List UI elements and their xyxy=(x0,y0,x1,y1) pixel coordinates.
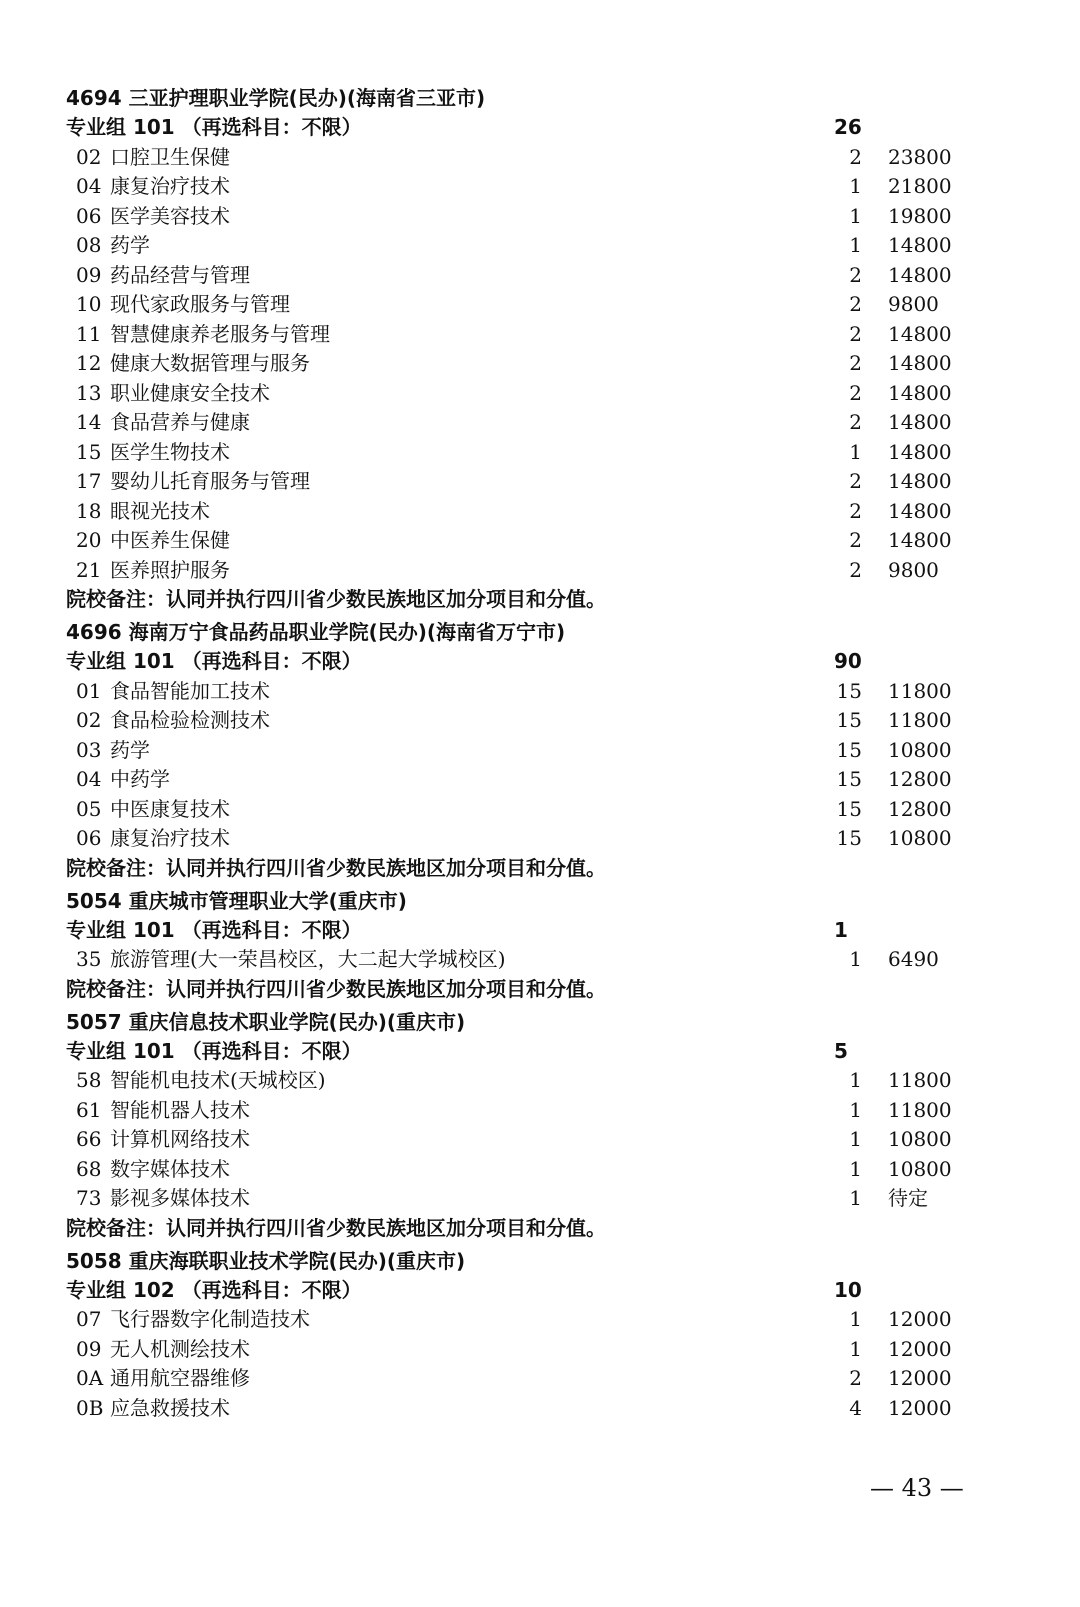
major-plan-count: 1 xyxy=(849,203,862,228)
major-name: 药学 xyxy=(110,737,150,762)
major-group-count: 90 xyxy=(834,649,862,673)
major-tuition: 12000 xyxy=(888,1336,952,1361)
major-code: 08 xyxy=(76,233,102,257)
major-tuition: 23800 xyxy=(888,144,952,169)
major-code: 0A xyxy=(76,1366,104,1390)
school-title: 5058 重庆海联职业技术学院(民办)(重庆市) xyxy=(66,1248,466,1273)
school-note: 院校备注：认同并执行四川省少数民族地区加分项目和分值。 xyxy=(66,976,606,1001)
major-code: 03 xyxy=(76,737,102,762)
major-tuition: 12800 xyxy=(888,796,952,821)
major-row xyxy=(66,261,966,291)
major-row xyxy=(66,1155,966,1185)
major-tuition: 12000 xyxy=(888,1366,952,1390)
major-plan-count: 2 xyxy=(849,410,862,434)
major-tuition: 11800 xyxy=(888,678,952,703)
major-plan-count: 1 xyxy=(849,233,862,257)
major-group-row xyxy=(66,1037,966,1067)
major-name: 食品智能加工技术 xyxy=(110,678,270,703)
major-plan-count: 2 xyxy=(849,469,862,493)
major-code: 04 xyxy=(76,174,102,198)
major-name: 医学美容技术 xyxy=(110,203,230,228)
major-row xyxy=(66,677,966,707)
major-row xyxy=(66,1335,966,1365)
major-group-label: 专业组 101 （再选科目：不限） xyxy=(66,649,362,673)
major-code: 14 xyxy=(76,410,102,434)
major-code: 17 xyxy=(76,469,102,493)
major-tuition: 12000 xyxy=(888,1307,952,1331)
major-plan-count: 1 xyxy=(849,174,862,198)
major-code: 11 xyxy=(76,321,102,346)
major-plan-count: 15 xyxy=(836,737,862,762)
major-group-label: 专业组 102 （再选科目：不限） xyxy=(66,1277,362,1302)
major-tuition: 11800 xyxy=(888,708,952,732)
major-row xyxy=(66,1096,966,1126)
major-tuition: 9800 xyxy=(888,292,939,316)
major-name: 智能机器人技术 xyxy=(110,1097,250,1122)
major-code: 12 xyxy=(76,351,102,375)
major-code: 04 xyxy=(76,767,102,791)
major-plan-count: 15 xyxy=(836,826,862,850)
school-title: 4694 三亚护理职业学院(民办)(海南省三亚市) xyxy=(66,86,486,110)
major-tuition: 10800 xyxy=(888,737,952,762)
major-tuition: 14800 xyxy=(888,528,952,552)
major-tuition: 14800 xyxy=(888,498,952,523)
major-name: 职业健康安全技术 xyxy=(110,380,270,405)
major-code: 58 xyxy=(76,1068,102,1092)
major-tuition: 12000 xyxy=(888,1395,952,1420)
major-plan-count: 15 xyxy=(836,708,862,732)
major-row xyxy=(66,1305,966,1335)
major-plan-count: 4 xyxy=(849,1395,862,1420)
major-code: 15 xyxy=(76,439,102,464)
major-tuition: 10800 xyxy=(888,826,952,850)
major-name: 智能机电技术(天城校区) xyxy=(110,1068,326,1092)
major-code: 61 xyxy=(76,1097,102,1122)
major-tuition: 14800 xyxy=(888,469,952,493)
school-title: 5057 重庆信息技术职业学院(民办)(重庆市) xyxy=(66,1009,466,1034)
major-row xyxy=(66,231,966,261)
major-code: 18 xyxy=(76,498,102,523)
major-row xyxy=(66,945,966,975)
major-name: 医养照护服务 xyxy=(110,557,230,582)
major-name: 通用航空器维修 xyxy=(110,1366,250,1390)
major-name: 婴幼儿托育服务与管理 xyxy=(110,469,310,493)
major-name: 旅游管理(大一荣昌校区，大二起大学城校区) xyxy=(110,947,506,971)
major-tuition: 12800 xyxy=(888,767,952,791)
major-plan-count: 2 xyxy=(849,498,862,523)
major-code: 10 xyxy=(76,292,102,316)
major-tuition: 14800 xyxy=(888,439,952,464)
major-row xyxy=(66,467,966,497)
major-row xyxy=(66,172,966,202)
major-row xyxy=(66,526,966,556)
major-row xyxy=(66,379,966,409)
major-plan-count: 2 xyxy=(849,262,862,287)
major-tuition: 10800 xyxy=(888,1127,952,1151)
major-plan-count: 1 xyxy=(849,947,862,971)
major-code: 68 xyxy=(76,1156,102,1181)
major-group-label: 专业组 101 （再选科目：不限） xyxy=(66,1038,362,1063)
major-tuition: 14800 xyxy=(888,233,952,257)
major-name: 智慧健康养老服务与管理 xyxy=(110,321,330,346)
major-plan-count: 1 xyxy=(849,1186,862,1210)
major-code: 09 xyxy=(76,1336,102,1361)
major-group-count: 5 xyxy=(834,1038,848,1063)
major-row xyxy=(66,202,966,232)
major-row xyxy=(66,1125,966,1155)
major-row xyxy=(66,408,966,438)
major-tuition: 19800 xyxy=(888,203,952,228)
school-note: 院校备注：认同并执行四川省少数民族地区加分项目和分值。 xyxy=(66,855,606,880)
major-row xyxy=(66,706,966,736)
major-tuition: 11800 xyxy=(888,1068,952,1092)
major-plan-count: 2 xyxy=(849,351,862,375)
major-tuition: 21800 xyxy=(888,174,952,198)
school-block xyxy=(66,1008,966,1243)
major-plan-count: 2 xyxy=(849,144,862,169)
major-code: 13 xyxy=(76,380,102,405)
major-name: 飞行器数字化制造技术 xyxy=(110,1307,310,1331)
major-row xyxy=(66,290,966,320)
school-note: 院校备注：认同并执行四川省少数民族地区加分项目和分值。 xyxy=(66,1215,606,1240)
page-number: — 43 — xyxy=(870,1474,964,1502)
school-title: 4696 海南万宁食品药品职业学院(民办)(海南省万宁市) xyxy=(66,620,566,644)
major-name: 数字媒体技术 xyxy=(110,1156,230,1181)
major-plan-count: 2 xyxy=(849,557,862,582)
major-name: 健康大数据管理与服务 xyxy=(110,351,310,375)
major-plan-count: 2 xyxy=(849,1366,862,1390)
major-name: 计算机网络技术 xyxy=(110,1127,250,1151)
enrollment-plan-list xyxy=(66,84,966,1423)
major-name: 中药学 xyxy=(110,767,170,791)
major-name: 中医康复技术 xyxy=(110,796,230,821)
major-row xyxy=(66,1364,966,1394)
major-plan-count: 1 xyxy=(849,1336,862,1361)
major-plan-count: 15 xyxy=(836,796,862,821)
major-plan-count: 1 xyxy=(849,1127,862,1151)
major-group-row xyxy=(66,1276,966,1306)
major-code: 21 xyxy=(76,557,102,582)
major-code: 20 xyxy=(76,528,102,552)
major-row xyxy=(66,349,966,379)
school-block xyxy=(66,887,966,1004)
major-name: 医学生物技术 xyxy=(110,439,230,464)
school-block xyxy=(66,1247,966,1424)
major-row xyxy=(66,143,966,173)
major-group-count: 10 xyxy=(834,1277,862,1302)
major-row xyxy=(66,795,966,825)
major-row xyxy=(66,1066,966,1096)
major-group-row xyxy=(66,113,966,143)
major-name: 影视多媒体技术 xyxy=(110,1186,250,1210)
major-name: 中医养生保健 xyxy=(110,528,230,552)
major-name: 无人机测绘技术 xyxy=(110,1336,250,1361)
school-block xyxy=(66,84,966,614)
major-plan-count: 2 xyxy=(849,321,862,346)
major-plan-count: 1 xyxy=(849,1307,862,1331)
major-name: 现代家政服务与管理 xyxy=(110,292,290,316)
major-plan-count: 2 xyxy=(849,380,862,405)
major-name: 口腔卫生保健 xyxy=(110,144,230,169)
school-block xyxy=(66,618,966,883)
major-tuition: 14800 xyxy=(888,351,952,375)
major-row xyxy=(66,556,966,586)
major-plan-count: 2 xyxy=(849,292,862,316)
major-group-label: 专业组 101 （再选科目：不限） xyxy=(66,917,362,942)
major-row xyxy=(66,765,966,795)
major-tuition: 14800 xyxy=(888,321,952,346)
school-title: 5054 重庆城市管理职业大学(重庆市) xyxy=(66,888,407,913)
major-row xyxy=(66,824,966,854)
major-tuition: 14800 xyxy=(888,262,952,287)
major-name: 食品营养与健康 xyxy=(110,410,250,434)
major-group-count: 1 xyxy=(834,917,848,942)
major-tuition: 14800 xyxy=(888,410,952,434)
major-tuition: 9800 xyxy=(888,557,939,582)
major-group-row xyxy=(66,916,966,946)
school-note: 院校备注：认同并执行四川省少数民族地区加分项目和分值。 xyxy=(66,587,606,611)
major-row xyxy=(66,497,966,527)
major-code: 07 xyxy=(76,1307,102,1331)
major-code: 0B xyxy=(76,1395,104,1420)
major-code: 06 xyxy=(76,203,102,228)
major-code: 06 xyxy=(76,826,102,850)
major-plan-count: 1 xyxy=(849,1097,862,1122)
major-tuition: 11800 xyxy=(888,1097,952,1122)
major-tuition: 10800 xyxy=(888,1156,952,1181)
major-name: 食品检验检测技术 xyxy=(110,708,270,732)
major-code: 73 xyxy=(76,1186,102,1210)
major-code: 66 xyxy=(76,1127,102,1151)
major-tuition: 14800 xyxy=(888,380,952,405)
major-code: 09 xyxy=(76,262,102,287)
major-group-row xyxy=(66,647,966,677)
major-row xyxy=(66,1394,966,1424)
major-code: 02 xyxy=(76,144,102,169)
major-code: 01 xyxy=(76,678,102,703)
major-code: 02 xyxy=(76,708,102,732)
major-row xyxy=(66,1184,966,1214)
major-group-label: 专业组 101 （再选科目：不限） xyxy=(66,115,362,139)
major-name: 应急救援技术 xyxy=(110,1395,230,1420)
major-plan-count: 2 xyxy=(849,528,862,552)
major-code: 05 xyxy=(76,796,102,821)
major-row xyxy=(66,438,966,468)
major-tuition: 6490 xyxy=(888,947,939,971)
major-plan-count: 15 xyxy=(836,678,862,703)
major-plan-count: 15 xyxy=(836,767,862,791)
major-row xyxy=(66,736,966,766)
major-plan-count: 1 xyxy=(849,439,862,464)
major-plan-count: 1 xyxy=(849,1156,862,1181)
major-name: 康复治疗技术 xyxy=(110,174,230,198)
major-name: 药学 xyxy=(110,233,150,257)
major-name: 康复治疗技术 xyxy=(110,826,230,850)
major-tuition: 待定 xyxy=(888,1186,928,1210)
major-group-count: 26 xyxy=(834,115,862,139)
major-name: 眼视光技术 xyxy=(110,498,210,523)
major-code: 35 xyxy=(76,947,102,971)
major-name: 药品经营与管理 xyxy=(110,262,250,287)
major-plan-count: 1 xyxy=(849,1068,862,1092)
major-row xyxy=(66,320,966,350)
